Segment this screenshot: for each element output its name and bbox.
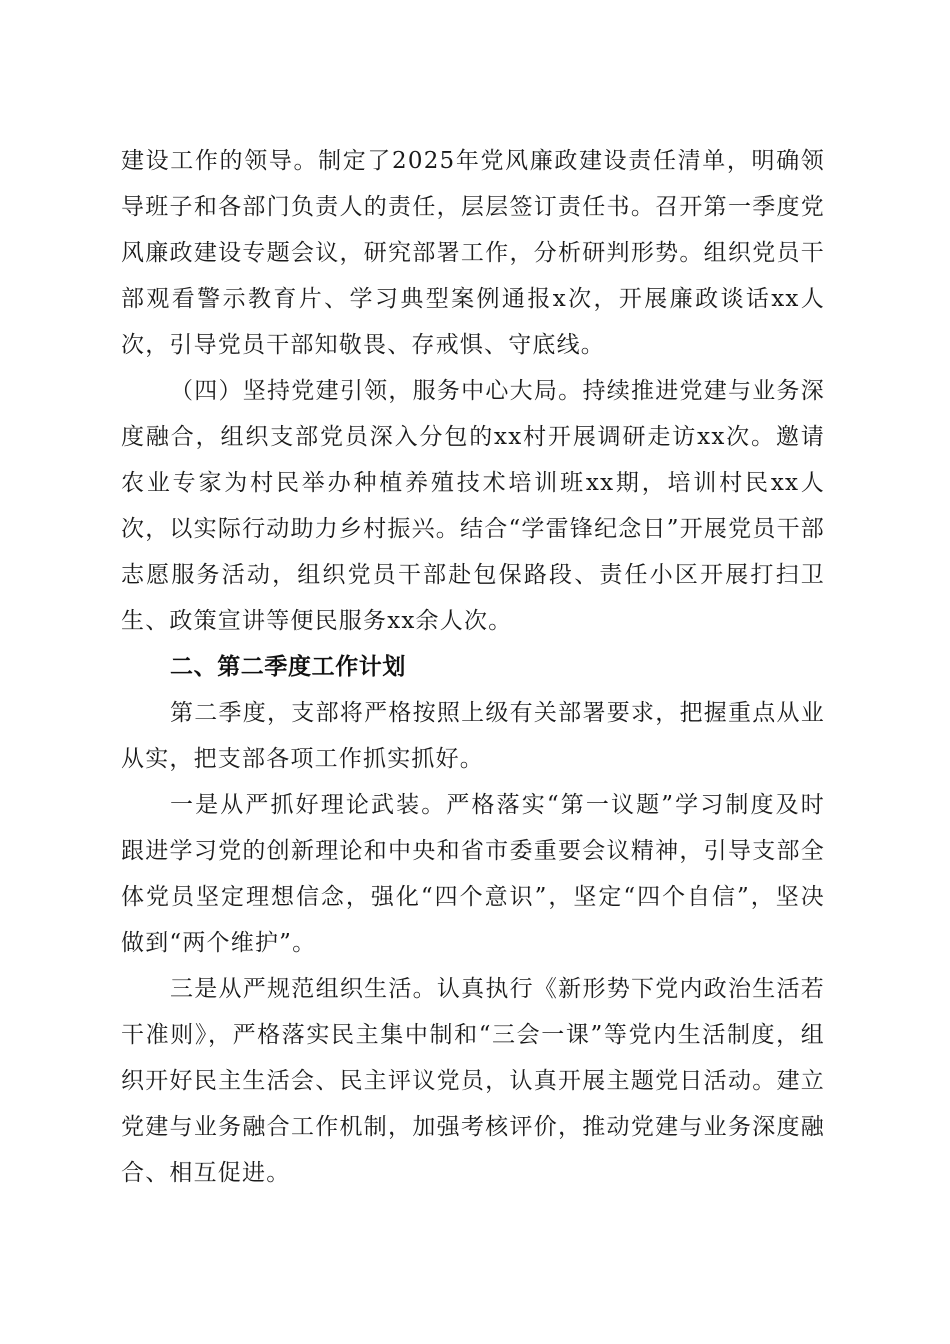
paragraph-theory-study: 一是从严抓好理论武装。严格落实“第一议题”学习制度及时跟进学习党的创新理论和中央和省市委重要会议精神，引导支部全体党员坚定理想信念，强化“四个意识”，坚定“四个自信”，坚决做到“两个维护”。	[121, 792, 825, 956]
paragraph-q2-intro: 第二季度，支部将严格按照上级有关部署要求，把握重点从业从实，把支部各项工作抓实抓好。	[121, 700, 825, 772]
paragraph-party-building-leadership: （四）坚持党建引领，服务中心大局。持续推进党建与业务深度融合，组织支部党员深入分包的xx村开展调研走访xx次。邀请农业专家为村民举办种植养殖技术培训班xx期，培训村民xx人次，以实际行动助力乡村振兴。结合“学雷锋纪念日”开展党员干部志愿服务活动，组织党员干部赴包保路段、责任小区开展打扫卫生、政策宣讲等便民服务xx余人次。	[121, 378, 825, 634]
paragraph-party-conduct-continuation: 建设工作的领导。制定了2025年党风廉政建设责任清单，明确领导班子和各部门负责人的责任，层层签订责任书。召开第一季度党风廉政建设专题会议，研究部署工作，分析研判形势。组织党员干部观看警示教育片、学习典型案例通报x次，开展廉政谈话xx人次，引导党员干部知敬畏、存戒惧、守底线。	[121, 148, 825, 358]
document-body	[121, 138, 825, 1196]
section-heading-q2-plan: 二、第二季度工作计划	[170, 654, 406, 680]
paragraph-organizational-life: 三是从严规范组织生活。认真执行《新形势下党内政治生活若干准则》，严格落实民主集中制和“三会一课”等党内生活制度，组织开好民主生活会、民主评议党员，认真开展主题党日活动。建立党建与业务融合工作机制，加强考核评价，推动党建与业务深度融合、相互促进。	[121, 976, 825, 1186]
